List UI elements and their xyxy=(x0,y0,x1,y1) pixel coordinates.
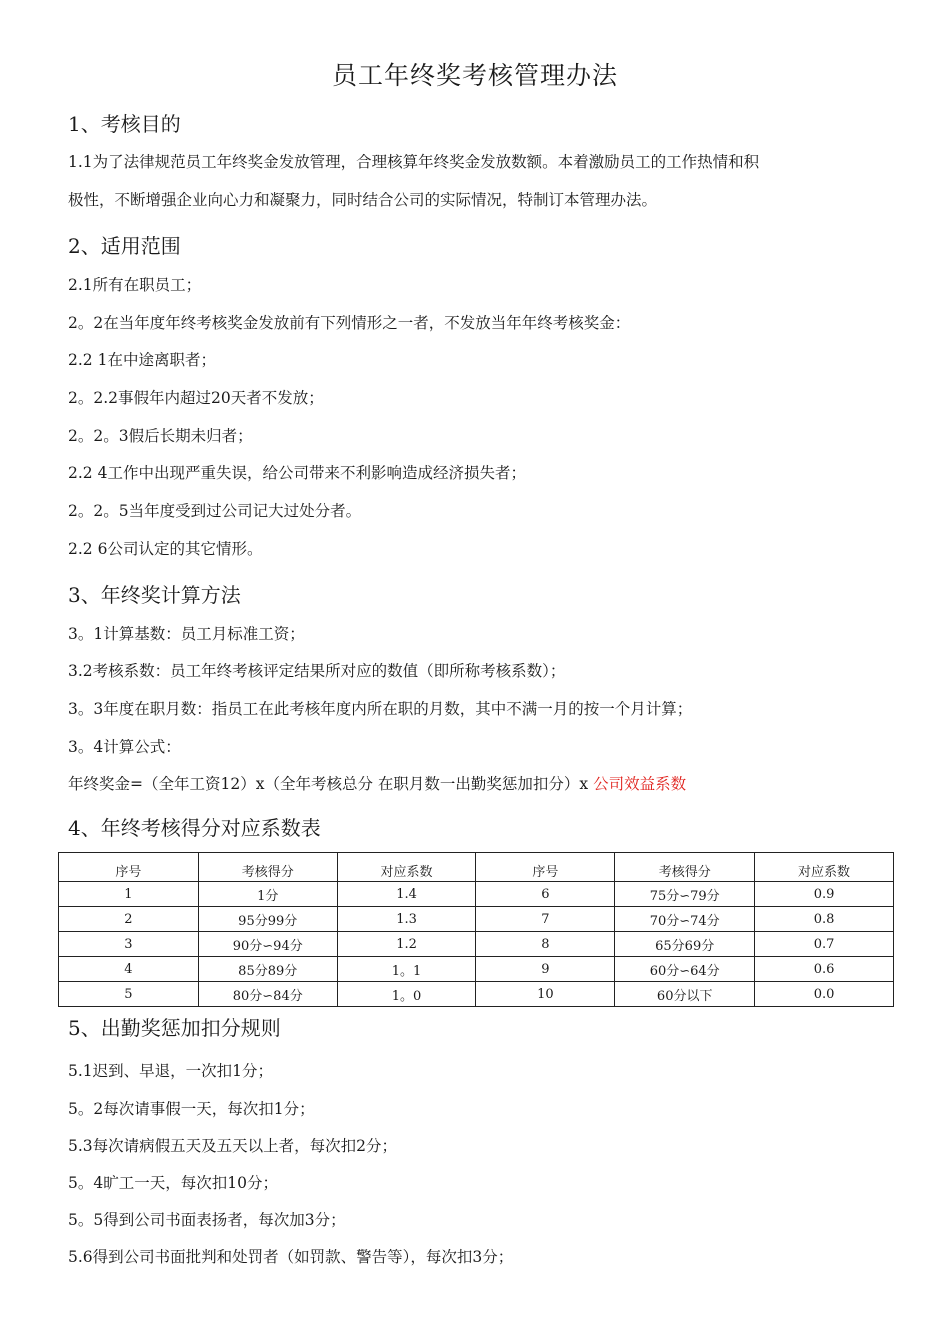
table-row xyxy=(59,957,894,982)
clause-2-2: 2。2在当年度年终考核奖金发放前有下列情形之一者，不发放当年年终考核奖金： xyxy=(68,314,631,332)
clause-5-2: 5。2每次请事假一天，每次扣1分； xyxy=(68,1100,315,1118)
table-cell: 60分∽64分 xyxy=(615,957,755,982)
table-cell: 1.2 xyxy=(337,932,476,957)
document-title: 员工年终奖考核管理办法 xyxy=(331,61,618,90)
clause-3-1: 3。1计算基数：员工月标准工资； xyxy=(68,625,305,643)
table-cell: 10 xyxy=(476,982,615,1007)
clause-2-2-5: 2。2。5当年度受到过公司记大过处分者。 xyxy=(68,502,362,520)
table-cell: 6 xyxy=(476,882,615,907)
table-row xyxy=(59,907,894,932)
clause-2-2-4: 2.2 4工作中出现严重失误，给公司带来不利影响造成经济损失者； xyxy=(68,464,526,482)
table-cell: 7 xyxy=(476,907,615,932)
clause-2-2-6: 2.2 6公司认定的其它情形。 xyxy=(68,540,263,558)
clause-5-3: 5.3每次请病假五天及五天以上者，每次扣2分； xyxy=(68,1137,398,1155)
formula-line xyxy=(68,772,686,794)
section-2-heading: 2、适用范围 xyxy=(68,234,181,258)
table-cell: 1.3 xyxy=(337,907,476,932)
table-cell: 8 xyxy=(476,932,615,957)
section-3-heading: 3、年终奖计算方法 xyxy=(68,583,241,607)
table-cell: 0.0 xyxy=(755,982,894,1007)
table-cell: 95分99分 xyxy=(198,907,337,932)
table-cell: 9 xyxy=(476,957,615,982)
table-cell: 60分以下 xyxy=(615,982,755,1007)
table-cell: 3 xyxy=(59,932,199,957)
header-coef-b: 对应系数 xyxy=(755,853,894,882)
table-cell: 4 xyxy=(59,957,199,982)
section-5-heading: 5、出勤奖惩加扣分规则 xyxy=(68,1016,281,1040)
clause-2-2-3: 2。2。3假后长期未归者； xyxy=(68,427,253,445)
header-score-a: 考核得分 xyxy=(198,853,337,882)
paragraph-1-1-line-2: 极性，不断增强企业向心力和凝聚力，同时结合公司的实际情况，特制订本管理办法。 xyxy=(68,191,658,209)
table-cell: 5 xyxy=(59,982,199,1007)
table-cell: 90分∽94分 xyxy=(198,932,337,957)
clause-3-4: 3。4计算公式： xyxy=(68,738,181,756)
table-cell: 70分∽74分 xyxy=(615,907,755,932)
clause-5-5: 5。5得到公司书面表扬者，每次加3分； xyxy=(68,1211,346,1229)
table-cell: 75分∽79分 xyxy=(615,882,755,907)
table-cell: 2 xyxy=(59,907,199,932)
table-cell: 0.7 xyxy=(755,932,894,957)
paragraph-1-1-line-1: 1.1为了法律规范员工年终奖金发放管理，合理核算年终奖金发放数额。本着激励员工的工作热情和积 xyxy=(68,153,760,171)
table-cell: 0.6 xyxy=(755,957,894,982)
header-seq-b: 序号 xyxy=(476,853,615,882)
table-cell: 65分69分 xyxy=(615,932,755,957)
table-row xyxy=(59,932,894,957)
table-cell: 1 xyxy=(59,882,199,907)
clause-5-4: 5。4旷工一天，每次扣10分； xyxy=(68,1174,278,1192)
header-seq-a: 序号 xyxy=(59,853,199,882)
clause-2-2-2: 2。2.2事假年内超过20天者不发放； xyxy=(68,389,324,407)
clause-3-2: 3.2考核系数：员工年终考核评定结果所对应的数值（即所称考核系数）； xyxy=(68,662,566,680)
clause-2-2-1: 2.2 1在中途离职者； xyxy=(68,351,216,369)
section-1-heading: 1、考核目的 xyxy=(68,112,181,136)
header-score-b: 考核得分 xyxy=(615,853,755,882)
table-header-row xyxy=(59,853,894,882)
table-cell: 1分 xyxy=(198,882,337,907)
clause-2-1: 2.1所有在职员工； xyxy=(68,276,202,294)
table-cell: 1.4 xyxy=(337,882,476,907)
table-row xyxy=(59,882,894,907)
table-cell: 0.9 xyxy=(755,882,894,907)
table-cell: 0.8 xyxy=(755,907,894,932)
formula-text: 年终奖金=（全年工资12）x（全年考核总分 在职月数一出勤奖惩加扣分）x xyxy=(68,775,589,793)
table-cell: 80分∽84分 xyxy=(198,982,337,1007)
coefficient-table xyxy=(58,852,894,1007)
clause-5-1: 5.1迟到、早退，一次扣1分； xyxy=(68,1062,274,1080)
table-cell: 1。1 xyxy=(337,957,476,982)
clause-3-3: 3。3年度在职月数：指员工在此考核年度内所在职的月数，其中不满一月的按一个月计算； xyxy=(68,700,693,718)
section-4-heading: 4、年终考核得分对应系数表 xyxy=(68,816,321,840)
table-cell: 85分89分 xyxy=(198,957,337,982)
header-coef-a: 对应系数 xyxy=(337,853,476,882)
table-cell: 1。0 xyxy=(337,982,476,1007)
table-row xyxy=(59,982,894,1007)
clause-5-6: 5.6得到公司书面批判和处罚者（如罚款、警告等），每次扣3分； xyxy=(68,1248,514,1266)
formula-highlight: 公司效益系数 xyxy=(593,775,687,793)
